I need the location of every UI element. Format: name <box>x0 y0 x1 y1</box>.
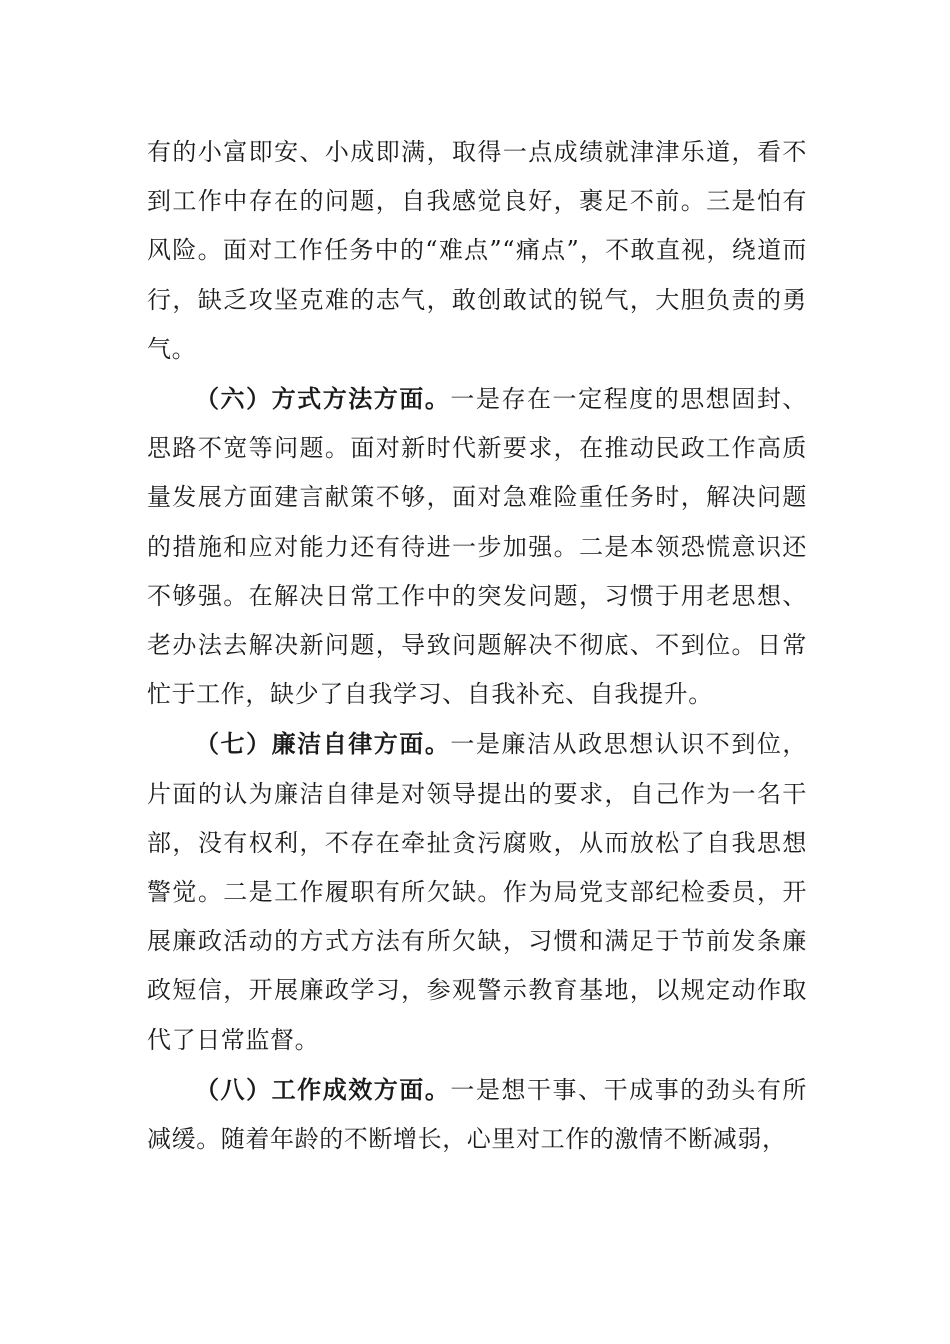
paragraph-continuation <box>147 128 807 374</box>
paragraph-section-8 <box>147 1065 807 1164</box>
section-heading: （八）工作成效方面。 <box>195 1074 451 1104</box>
paragraph-body: 一是存在一定程度的思想固封、思路不宽等问题。面对新时代新要求，在推动民政工作高质量发展方面建言献策不够，面对急难险重任务时，解决问题的措施和应对能力还有待进一步加强。二是本领恐慌意识还不够强。在解决日常工作中的突发问题，习惯于用老思想、老办法去解决新问题，导致问题解决不彻底、不到位。日常忙于工作，缺少了自我学习、自我补充、自我提升。 <box>147 385 807 709</box>
section-heading: （七）廉洁自律方面。 <box>195 729 451 759</box>
paragraph-body: 有的小富即安、小成即满，取得一点成绩就津津乐道，看不到工作中存在的问题，自我感觉良好，裹足不前。三是怕有风险。面对工作任务中的“难点”“痛点”，不敢直视，绕道而行，缺乏攻坚克难的志气，敢创敢试的锐气，大胆负责的勇气。 <box>147 138 807 363</box>
paragraph-body: 一是想干事、干成事的劲头有所减缓。随着年龄的不断增长，心里对工作的激情不断减弱， <box>147 1075 807 1154</box>
paragraph-body: 一是廉洁从政思想认识不到位，片面的认为廉洁自律是对领导提出的要求，自己作为一名干部，没有权利，不存在牵扯贪污腐败，从而放松了自我思想警觉。二是工作履职有所欠缺。作为局党支部纪检委员，开展廉政活动的方式方法有所欠缺，习惯和满足于节前发条廉政短信，开展廉政学习，参观警示教育基地，以规定动作取代了日常监督。 <box>147 730 807 1054</box>
paragraph-section-7 <box>147 719 807 1064</box>
document-body <box>147 128 807 1164</box>
paragraph-section-6 <box>147 374 807 719</box>
section-heading: （六）方式方法方面。 <box>195 384 451 414</box>
